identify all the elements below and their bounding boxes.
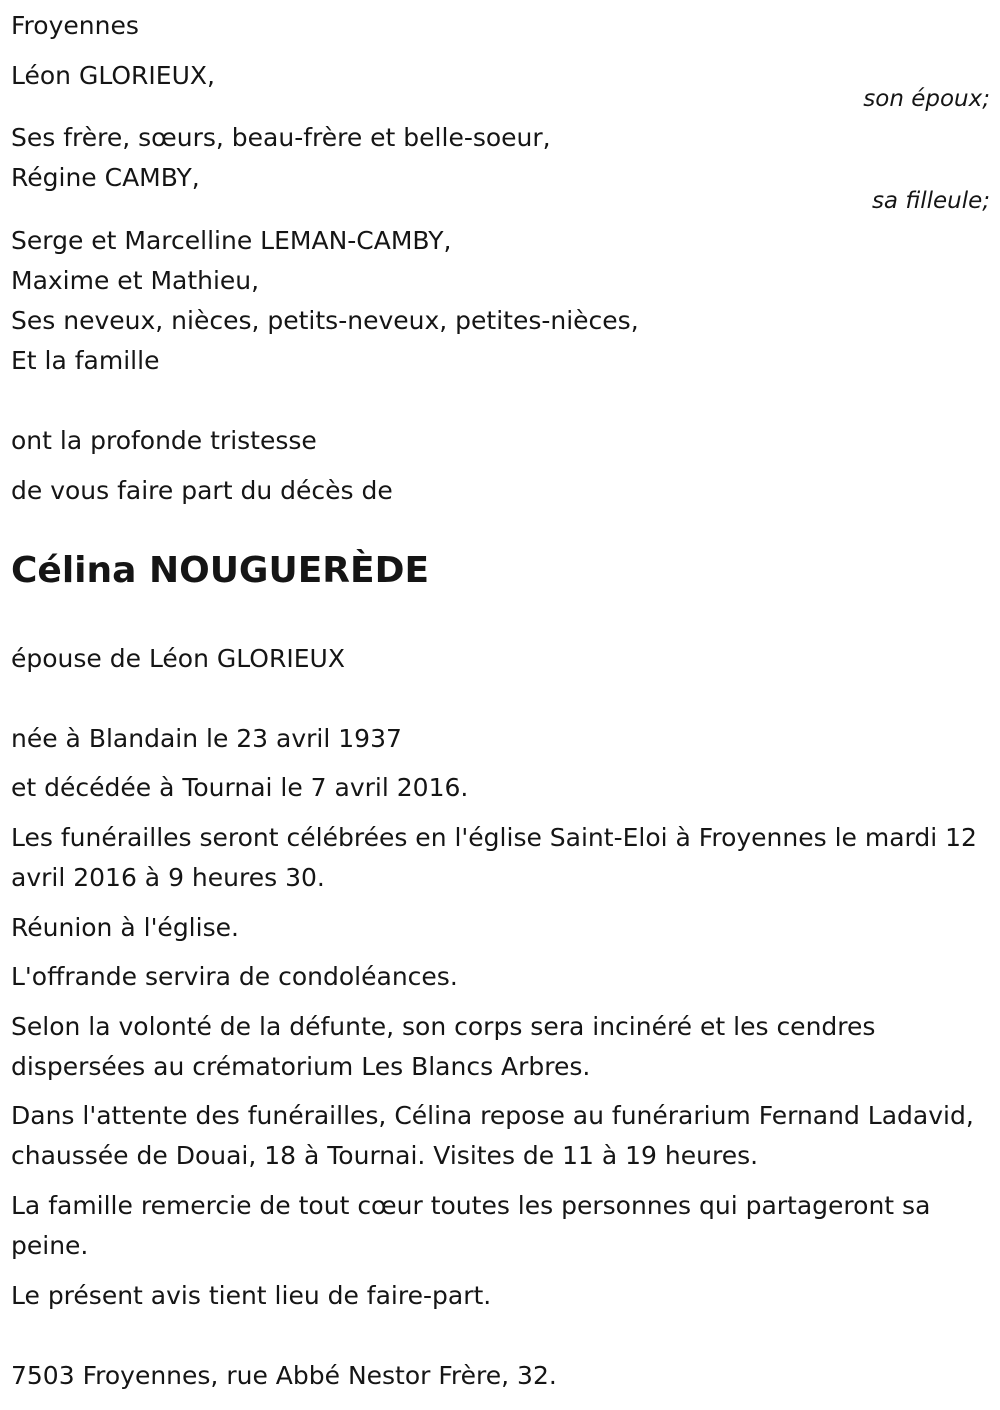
siblings-line: Ses frère, sœurs, beau-frère et belle-soeur,	[11, 123, 551, 152]
spouse-relation: son époux;	[863, 86, 990, 112]
offering-line: L'offrande servira de condoléances.	[11, 962, 458, 991]
cremation-paragraph: Selon la volonté de la défunte, son corps sera incinéré et les cendres dispersées au crématorium Les Blancs Arbres.	[11, 1012, 876, 1081]
visitation-paragraph: Dans l'attente des funérailles, Célina repose au funérarium Fernand Ladavid, chaussée de Douai, 18 à Tournai. Visites de 11 à 19 heures.	[11, 1101, 974, 1170]
birth-line: née à Blandain le 23 avril 1937	[11, 724, 402, 753]
family-line-2: Maxime et Mathieu,	[11, 266, 260, 295]
family-line-3: Ses neveux, nièces, petits-neveux, petites-nièces,	[11, 306, 639, 335]
notice-line: Le présent avis tient lieu de faire-part.	[11, 1281, 492, 1310]
spouse-name: Léon GLORIEUX,	[11, 61, 215, 90]
meeting-line: Réunion à l'église.	[11, 913, 239, 942]
goddaughter-name: Régine CAMBY,	[11, 163, 200, 192]
spouse-of-line: épouse de Léon GLORIEUX	[11, 644, 345, 673]
deceased-name: Célina NOUGUERÈDE	[11, 550, 430, 591]
family-line-4: Et la famille	[11, 346, 160, 375]
funeral-paragraph: Les funérailles seront célébrées en l'église Saint-Eloi à Froyennes le mardi 12 avril 2016 à 9 heures 30.	[11, 823, 977, 892]
announcement-line-1: ont la profonde tristesse	[11, 426, 317, 455]
goddaughter-relation: sa filleule;	[871, 188, 990, 214]
place-heading: Froyennes	[11, 11, 139, 40]
family-line-1: Serge et Marcelline LEMAN-CAMBY,	[11, 226, 452, 255]
address-line: 7503 Froyennes, rue Abbé Nestor Frère, 32.	[11, 1361, 557, 1390]
death-line: et décédée à Tournai le 7 avril 2016.	[11, 773, 469, 802]
announcement-line-2: de vous faire part du décès de	[11, 476, 393, 505]
thanks-paragraph: La famille remercie de tout cœur toutes les personnes qui partageront sa peine.	[11, 1191, 931, 1260]
